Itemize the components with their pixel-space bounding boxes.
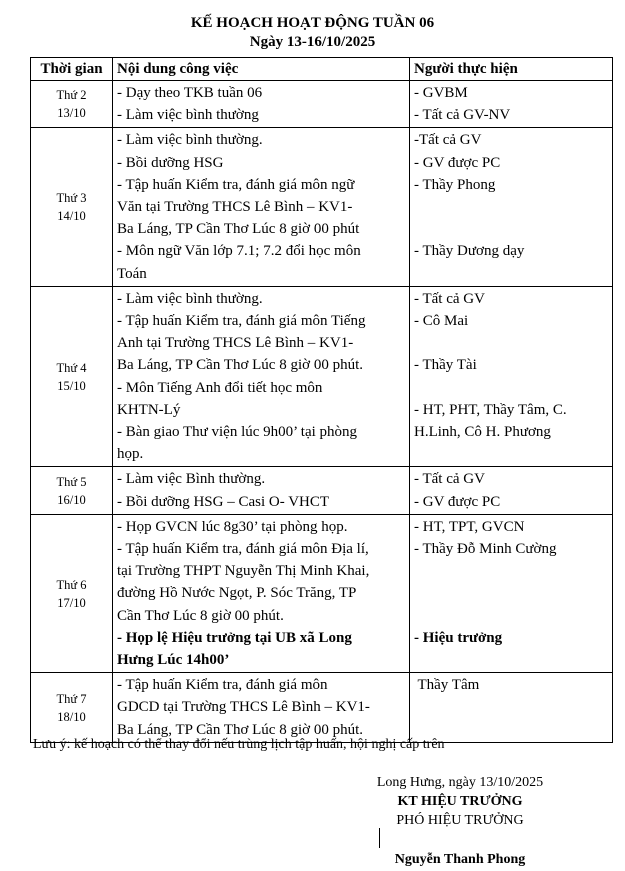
table-row <box>31 286 613 467</box>
people-cell <box>410 286 613 467</box>
column-header-content: Nội dung công việc <box>113 58 410 81</box>
content-cell <box>113 286 410 467</box>
people-line: - HT, TPT, GVCN <box>414 518 525 535</box>
day-label: Thứ 2 <box>56 88 87 103</box>
day-label: Thứ 3 <box>56 191 87 206</box>
content-line: - Tập huấn Kiểm tra, đánh giá môn ngữ <box>117 176 355 193</box>
people-line: - Cô Mai <box>414 313 469 330</box>
content-line: - Tập huấn Kiểm tra, đánh giá môn Địa lí, <box>117 541 369 558</box>
table-row <box>31 514 613 672</box>
content-line: - Môn Tiếng Anh đổi tiết học môn <box>117 379 323 396</box>
people-cell <box>410 81 613 128</box>
day-label: Thứ 7 <box>56 691 87 706</box>
content-line: tại Trường THPT Nguyễn Thị Minh Khai, <box>117 563 370 580</box>
spacer <box>414 377 608 399</box>
content-line: họp. <box>117 446 144 463</box>
content-line: - Làm việc bình thường <box>117 107 259 124</box>
document-subtitle: Ngày 13-16/10/2025 <box>249 34 376 50</box>
day-label: Thứ 5 <box>56 474 87 489</box>
date-label: 13/10 <box>57 106 86 121</box>
people-line: -Tất cả GV <box>414 132 482 149</box>
people-line: - Thầy Đỗ Minh Cường <box>414 541 557 558</box>
day-cell <box>31 673 113 743</box>
day-cell <box>31 467 113 514</box>
content-line: GDCD tại Trường THCS Lê Bình – KV1- <box>117 699 370 716</box>
people-line: - Tất cả GV-NV <box>414 107 511 124</box>
people-line: - GV được PC <box>414 493 501 510</box>
column-header-time: Thời gian <box>31 58 113 81</box>
document-title: KẾ HOẠCH HOẠT ĐỘNG TUẦN 06 <box>190 15 435 31</box>
table-row <box>31 81 613 128</box>
table-row <box>31 467 613 514</box>
day-cell <box>31 81 113 128</box>
people-line: - Tất cả GV <box>414 471 485 488</box>
content-cell <box>113 673 410 743</box>
date-label: 15/10 <box>57 378 86 393</box>
content-line: - Bồi dưỡng HSG <box>117 154 224 171</box>
spacer <box>414 582 608 604</box>
day-cell <box>31 286 113 467</box>
people-line: - Thầy Dương dạy <box>414 243 525 260</box>
signer-name: Nguyễn Thanh Phong <box>394 852 526 867</box>
spacer <box>414 218 608 240</box>
people-cell <box>410 514 613 672</box>
people-line: - Tất cả GV <box>414 290 485 307</box>
table-row <box>31 673 613 743</box>
people-cell <box>410 467 613 514</box>
table-header-row <box>31 58 613 81</box>
people-line: - HT, PHT, Thầy Tâm, C. H.Linh, Cô H. Phương <box>414 401 567 441</box>
content-line: Toán <box>117 265 147 282</box>
signature-mark <box>379 828 380 848</box>
date-label: 16/10 <box>57 492 86 507</box>
spacer <box>414 196 608 218</box>
content-line-bold: - Họp lệ Hiệu trưởng tại UB xã Long <box>117 629 352 646</box>
content-line: - Bồi dưỡng HSG – Casi O- VHCT <box>117 493 330 510</box>
spacer <box>414 605 608 627</box>
place-date: Long Hưng, ngày 13/10/2025 <box>376 775 544 790</box>
content-line: Cần Thơ Lúc 8 giờ 00 phút. <box>117 607 284 624</box>
content-line: Anh tại Trường THCS Lê Bình – KV1- <box>117 335 354 352</box>
content-line-bold: Hưng Lúc 14h00’ <box>117 652 230 669</box>
weekly-plan-table <box>30 57 613 743</box>
content-cell <box>113 128 410 286</box>
people-cell <box>410 128 613 286</box>
people-line: Thầy Tâm <box>414 677 480 694</box>
content-line: đường Hồ Nước Ngọt, P. Sóc Trăng, TP <box>117 585 357 602</box>
content-line: Ba Láng, TP Cần Thơ Lúc 8 giờ 00 phút <box>117 221 360 238</box>
content-line: - Làm việc Bình thường. <box>117 471 266 488</box>
table-row <box>31 128 613 286</box>
content-line: - Bàn giao Thư viện lúc 9h00’ tại phòng <box>117 424 358 441</box>
spacer <box>414 560 608 582</box>
content-cell <box>113 514 410 672</box>
content-cell <box>113 467 410 514</box>
people-cell <box>410 673 613 743</box>
signer-role-primary: KT HIỆU TRƯỞNG <box>397 794 523 809</box>
spacer <box>414 332 608 354</box>
people-line: - Thầy Tài <box>414 357 477 374</box>
date-label: 17/10 <box>57 595 86 610</box>
day-label: Thứ 6 <box>56 577 87 592</box>
day-cell <box>31 128 113 286</box>
content-line: - Làm việc bình thường. <box>117 290 263 307</box>
content-line: Văn tại Trường THCS Lê Bình – KV1- <box>117 199 353 216</box>
column-header-people: Người thực hiện <box>410 58 613 81</box>
people-line-bold: - Hiệu trưởng <box>414 629 503 646</box>
content-line: - Họp GVCN lúc 8g30’ tại phòng họp. <box>117 518 348 535</box>
content-line: Ba Láng, TP Cần Thơ Lúc 8 giờ 00 phút. <box>117 357 363 374</box>
footnote: Lưu ý: kế hoạch có thể thay đổi nếu trùng lịch tập huấn, hội nghị cấp trên <box>33 737 445 752</box>
people-line: - Thầy Phong <box>414 176 496 193</box>
date-label: 14/10 <box>57 209 86 224</box>
content-line: - Làm việc bình thường. <box>117 132 263 149</box>
content-line: KHTN-Lý <box>117 401 181 418</box>
date-label: 18/10 <box>57 709 86 724</box>
people-line: - GV được PC <box>414 154 501 171</box>
people-line: - GVBM <box>414 85 468 101</box>
content-line: - Tập huấn Kiểm tra, đánh giá môn <box>117 677 328 694</box>
content-line: Ba Láng, TP Cần Thơ Lúc 8 giờ 00 phút. <box>117 721 363 738</box>
content-cell <box>113 81 410 128</box>
signer-role-secondary: PHÓ HIỆU TRƯỞNG <box>396 813 524 828</box>
content-line: - Môn ngữ Văn lớp 7.1; 7.2 đổi học môn <box>117 243 361 260</box>
content-line: - Dạy theo TKB tuần 06 <box>117 85 263 101</box>
day-label: Thứ 4 <box>56 360 87 375</box>
content-line: - Tập huấn Kiểm tra, đánh giá môn Tiếng <box>117 313 366 330</box>
day-cell <box>31 514 113 672</box>
